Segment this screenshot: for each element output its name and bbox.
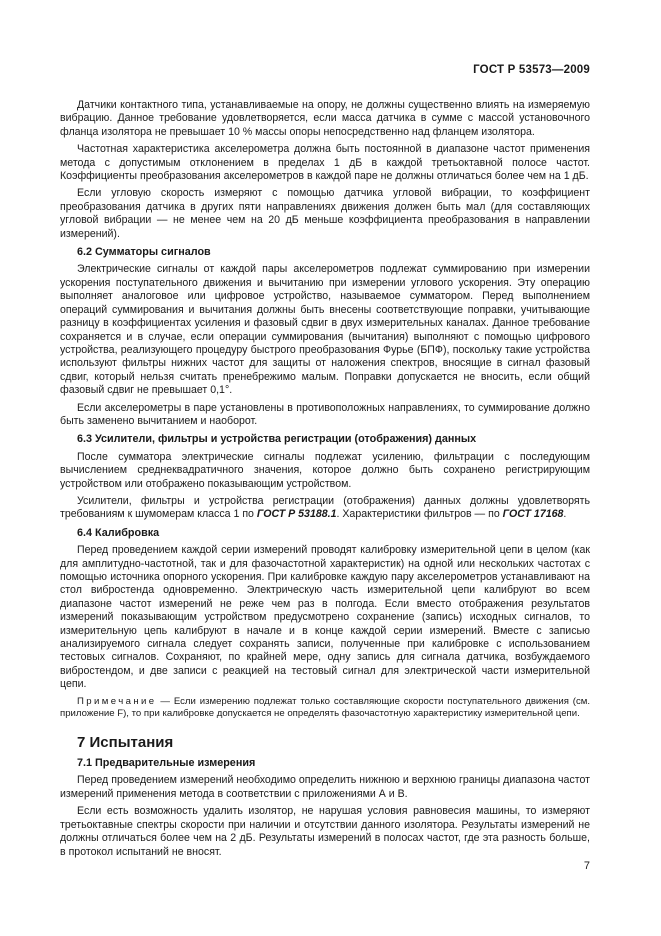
paragraph: После сумматора электрические сигналы подлежат усилению, фильтрации с последующим вычислением среднеквадратичного значения, которое должно быть сохранено регистрирующим устройством или отображено показывающим устройством. — [60, 450, 590, 490]
document-body — [60, 99, 590, 859]
standard-reference: ГОСТ Р 53188.1 — [256, 508, 337, 521]
paragraph: Если угловую скорость измеряют с помощью датчика угловой вибрации, то коэффициент преобразования датчика в других пяти направлениях движения должен быть мал (для составляющих угловой вибрации — не менее чем на 20 дБ меньше коэффициента преобразования в направлении измерений). — [60, 187, 590, 240]
page-number: 7 — [583, 860, 590, 872]
paragraph: Если есть возможность удалить изолятор, не нарушая условия равновесия машины, то измеряют третьоктавные спектры скорости при наличии и отсутствии данного изолятора. Результаты измерений не должны отличаться более чем на 2 дБ. Результаты измерений в полосах частот, где эта разность больше, в протокол испытаний не вносят. — [60, 805, 590, 858]
standard-reference: ГОСТ 17168 — [502, 508, 564, 521]
subsection-heading-7-1: 7.1 Предварительные измерения — [77, 757, 256, 770]
document-id-header: ГОСТ Р 53573—2009 — [473, 64, 590, 76]
text-run: Усилители, фильтры и устройства регистрации (отображения) данных должны удовлетворять требованиям к шумомерам класса 1 по — [60, 494, 590, 521]
paragraph: Электрические сигналы от каждой пары акселерометров подлежат суммированию при измерении ускорения поступательного движения и вычитанию при измерении углового ускорения. Эту операцию выполняет аналоговое или цифровое устройство, называемое сумматором. Перед выполнением операций суммирования и вычитания должны быть внесены соответствующие поправки, учитывающие разницу в коэффициентах усиления и фазовый сдвиг в двух измерительных каналах. Данное требование сохраняется и в случае, если операции суммирования (вычитания) выполняют с помощью цифрового устройства, реализующего процедуру быстрого преобразования Фурье (БПФ), поскольку такие устройства используют фильтры нижних частот для защиты от наложения спектров, вносящие в сигнал фазовый сдвиг, который нельзя считать пренебрежимо малым. Поправки допускается не вносить, если общий фазовый сдвиг не превышает 0,1°. — [60, 263, 590, 397]
paragraph: Частотная характеристика акселерометра должна быть постоянной в диапазоне частот применения метода с допустимым отклонением в пределах 1 дБ в каждой третьоктавной полосе частот. Коэффициенты преобразования акселерометров в каждой паре не должны отличаться более чем на 1 дБ. — [60, 143, 590, 183]
note-text: — Если измерению подлежат только составляющие скорости поступательного движения (см. приложение F), то при калибровке допускается не определять фазочастотную характеристику измерительной цепи. — [60, 695, 591, 719]
paragraph: Перед проведением измерений необходимо определить нижнюю и верхнюю границы диапазона частот измерений применения метода в соответствии с приложениями А и В. — [60, 774, 590, 800]
section-heading-7: 7 Испытания — [77, 733, 174, 751]
subsection-heading-6-3: 6.3 Усилители, фильтры и устройства регистрации (отображения) данных — [77, 433, 477, 446]
paragraph-with-references — [60, 495, 590, 522]
text-run: . — [563, 508, 567, 521]
paragraph: Датчики контактного типа, устанавливаемые на опору, не должны существенно влиять на измеряемую вибрацию. Данное требование удовлетворяется, если масса датчика в сумме с массой установочного фланца изолятора не превышает 10 % массы опоры непосредственно над фланцем изолятора. — [60, 99, 590, 138]
paragraph: Перед проведением каждой серии измерений проводят калибровку измерительной цепи в целом (как для амплитудно-частотной, так и для фазочастотной характеристик) на одной или нескольких частотах с помощью источника опорного ускорения. При калибровке каждую пару акселерометров устанавливают на стол вибростенда одновременно. Электрическую часть измерительной цепи калибруют во всем диапазоне частот измерений не реже чем раз в полгода. Если вместо отображения результатов измерений показывающим устройством предусмотрено сохранение (запись) исходных сигналов, то измерительную цепь калибруют в начале и в конце каждой серии измерений. Вместе с записью анализируемого сигнала следует сохранять записи, полученные при калибровке с использованием тестовых сигналов. Сохраняют, по крайней мере, одну запись для сигнала датчика, возбуждаемого вибростендом, и две записи с реакцией на тестовый сигнал для электрической части измерительной цепи. — [60, 544, 590, 691]
note — [60, 696, 590, 720]
subsection-heading-6-2: 6.2 Сумматоры сигналов — [77, 246, 211, 259]
paragraph: Если акселерометры в паре установлены в противоположных направлениях, то суммирование должно быть заменено вычитанием и наоборот. — [60, 401, 590, 427]
text-run: . Характеристики фильтров — по — [336, 508, 503, 521]
subsection-heading-6-4: 6.4 Калибровка — [77, 526, 160, 539]
note-label: Примечание — [77, 695, 157, 707]
